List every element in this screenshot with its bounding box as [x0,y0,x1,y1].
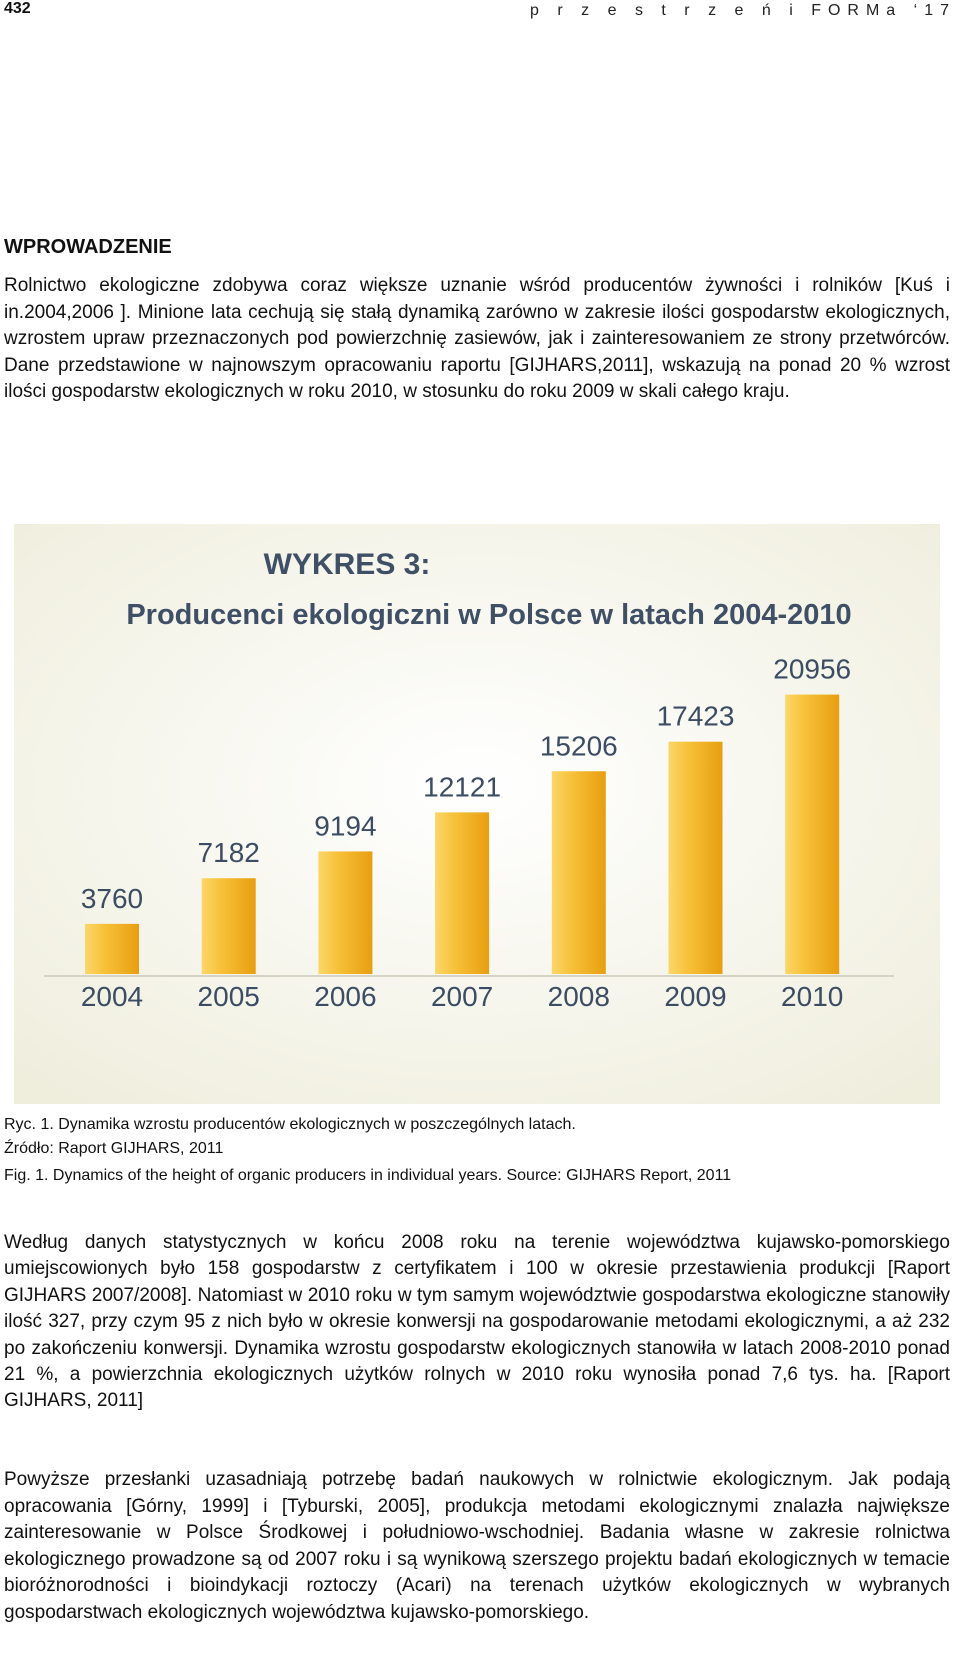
caption-en: Fig. 1. Dynamics of the height of organic producers in individual years. Source: GIJHARS Report, 2011 [4,1167,732,1184]
journal-title: p r z e s t r z e ń i FORMa ‘17 [530,2,956,19]
value-label-2007: 12121 [423,771,502,803]
page-number: 432 [4,0,31,17]
intro-paragraph: Rolnictwo ekologiczne zdobywa coraz większe uznanie wśród producentów żywności i rolników [Kuś i in.2004,2006 ]. Minione lata cechują się stałą dynamiką zarówno w zakresie ilości gospodarstw ekologicznych, wzrostem upraw przeznaczonych pod powierzchnię zasiewów, jak i zainteresowaniem ze strony przetwórców. Dane przedstawione w najnowszym opracowaniu raportu [GIJHARS,2011], wskazują na ponad 20 % wzrost ilości gospodarstw ekologicznych w roku 2010, w stosunku do roku 2009 w skali całego kraju. [4,275,950,403]
bar-chart [14,524,940,1104]
bar-2009 [669,742,723,974]
statistics-paragraph: Według danych statystycznych w końcu 2008 roku na terenie województwa kujawsko-pomorskiego umiejscowionych było 158 gospodarstw z certyfikatem i 100 w okresie przestawienia produkcji [Raport GIJHARS 2007/2008]. Natomiast w 2010 roku w tym samym województwie gospodarstwa ekologiczne stanowiły ilość 327, przy czym 95 z nich było w okresie konwersji na gospodarowanie metodami ekologicznymi, a aż 232 po zakończeniu konwersji. Dynamika wzrostu gospodarstw ekologicznych stanowiła w latach 2008-2010 ponad 21 %, a powierzchnia ekologicznych użytków rolnych w 2010 roku wynosiła ponad 7,6 tys. ha. [Raport GIJHARS, 2011] [4,1232,950,1412]
chart-subtitle: Producenci ekologiczni w Polsce w latach 2004-2010 [126,599,852,631]
bar-2005 [202,878,256,974]
value-label-2004: 3760 [80,882,144,914]
page-header [0,0,960,24]
x-tick-2005: 2005 [197,981,260,1012]
caption-pl: Ryc. 1. Dynamika wzrostu producentów ekologicznych w poszczególnych latach. [4,1116,576,1133]
x-tick-2009: 2009 [664,981,727,1012]
value-label-2010: 20956 [773,653,852,685]
bar-2006 [318,851,372,974]
bar-2007 [435,812,489,974]
x-tick-2007: 2007 [430,981,494,1012]
bar-2004 [85,924,139,974]
research-paragraph: Powyższe przesłanki uzasadniają potrzebę badań naukowych w rolnictwie ekologicznym. Jak podają opracowania [Górny, 1999] i [Tyburski, 2005], produkcja metodami ekologicznymi znalazła największe zainteresowanie w Polsce Środkowej i południowo-wschodniej. Badania własne w zakresie rolnictwa ekologicznego prowadzone są od 2007 roku i są wynikową szerszego projektu badań ekologicznych w temacie bioróżnorodności i bioindykacji roztoczy (Acari) na terenach użytków ekologicznych w wybranych gospodarstwach ekologicznych województwa kujawsko-pomorskiego. [4,1469,950,1623]
chart-svg [14,524,940,1104]
x-tick-2006: 2006 [314,981,377,1012]
bar-2008 [552,771,606,974]
x-tick-2010: 2010 [781,981,844,1012]
value-label-2008: 15206 [539,730,618,762]
value-label-2009: 17423 [656,700,735,732]
bar-2010 [785,695,839,974]
value-label-2005: 7182 [197,837,260,869]
value-label-2006: 9194 [314,810,377,842]
chart-title: WYKRES 3: [263,548,431,581]
x-tick-2004: 2004 [80,981,144,1012]
x-tick-2008: 2008 [547,981,610,1012]
caption-source: Źródło: Raport GIJHARS, 2011 [4,1140,224,1157]
section-heading: WPROWADZENIE [4,236,172,258]
